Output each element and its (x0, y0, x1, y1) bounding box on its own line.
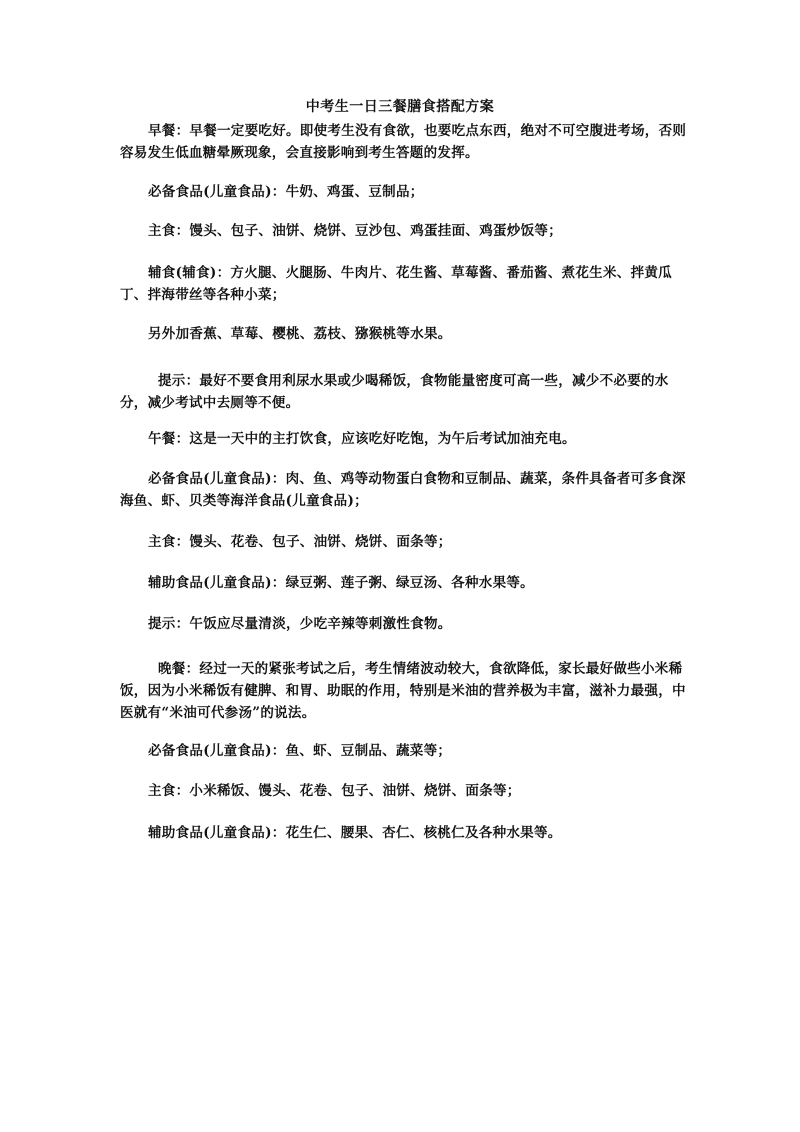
breakfast-fruits: 另外加香蕉、草莓、樱桃、荔枝、猕猴桃等水果。 (148, 326, 452, 342)
dinner-supplementary-foods: 辅助食品(儿童食品)：花生仁、腰果、杏仁、核桃仁及各种水果等。 (148, 825, 562, 841)
breakfast-staple-foods: 主食：馒头、包子、油饼、烧饼、豆沙包、鸡蛋挂面、鸡蛋炒饭等； (148, 223, 562, 239)
breakfast-intro-paragraph: 早餐：早餐一定要吃好。即使考生没有食欲，也要吃点东西，绝对不可空腹进考场，否则容易发生低血糖晕厥现象，会直接影响到考生答题的发挥。 (120, 123, 687, 161)
document-title: 中考生一日三餐膳食搭配方案 (305, 99, 495, 115)
breakfast-essential-foods: 必备食品(儿童食品)：牛奶、鸡蛋、豆制品； (148, 184, 424, 200)
breakfast-side-dishes: 辅食(辅食)：方火腿、火腿肠、牛肉片、花生酱、草莓酱、番茄酱、煮花生米、拌黄瓜丁、拌海带丝等各种小菜； (120, 265, 672, 303)
dinner-staple-foods: 主食：小米稀饭、馒头、花卷、包子、油饼、烧饼、面条等； (148, 783, 521, 799)
breakfast-tip: 提示：最好不要食用利尿水果或少喝稀饭，食物能量密度可高一些，减少不必要的水分，减少考试中去厕等不便。 (120, 373, 669, 411)
lunch-staple-foods: 主食：馒头、花卷、包子、油饼、烧饼、面条等； (148, 534, 452, 550)
dinner-essential-foods: 必备食品(儿童食品)：鱼、虾、豆制品、蔬菜等； (148, 743, 452, 759)
lunch-intro-paragraph: 午餐：这是一天中的主打饮食，应该吃好吃饱，为午后考试加油充电。 (148, 431, 576, 447)
lunch-supplementary-foods: 辅助食品(儿童食品)：绿豆粥、莲子粥、绿豆汤、各种水果等。 (148, 575, 534, 591)
lunch-tip: 提示：午饭应尽量清淡，少吃辛辣等刺激性食物。 (148, 616, 452, 632)
lunch-essential-foods: 必备食品(儿童食品)：肉、鱼、鸡等动物蛋白食物和豆制品、蔬菜，条件具备者可多食深海鱼、虾、贝类等海洋食品(儿童食品)； (120, 471, 686, 509)
dinner-intro-paragraph: 晚餐：经过一天的紧张考试之后，考生情绪波动较大，食欲降低，家长最好做些小米稀饭，因为小米稀饭有健脾、和胃、助眠的作用，特别是米油的营养极为丰富，滋补力最强，中医就有“米油可代参汤”的说法。 (120, 661, 686, 721)
